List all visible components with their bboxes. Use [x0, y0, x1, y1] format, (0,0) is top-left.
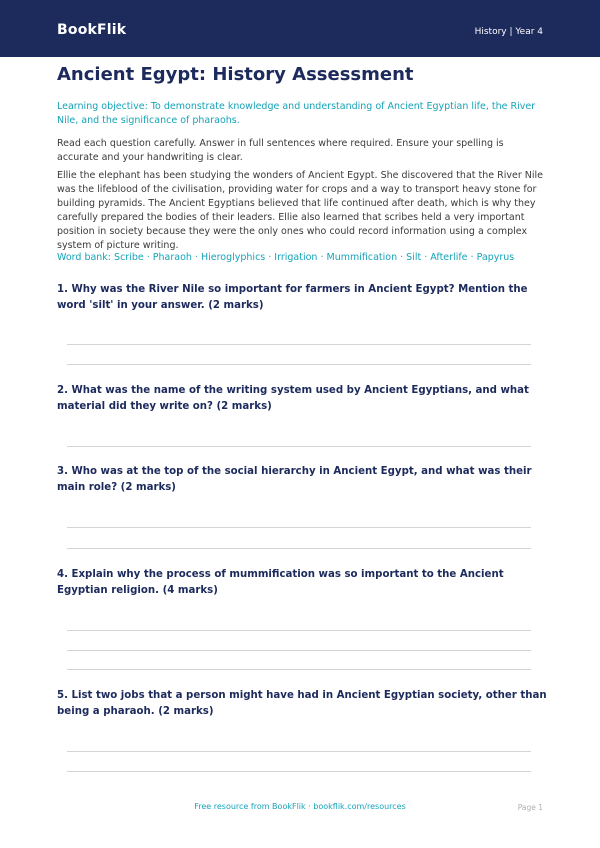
subject-year-label: History | Year 4	[474, 27, 543, 37]
answer-line[interactable]	[67, 548, 531, 549]
answer-line[interactable]	[67, 771, 531, 772]
question-4: 4. Explain why the process of mummification was so important to the Ancient Egyptian religion. (4 marks)	[57, 569, 504, 596]
question-3: 3. Who was at the top of the social hierarchy in Ancient Egypt, and what was their main role? (2 marks)	[57, 466, 532, 493]
question-5: 5. List two jobs that a person might have had in Ancient Egyptian society, other than being a pharaoh. (2 marks)	[57, 690, 547, 717]
answer-line[interactable]	[67, 527, 531, 528]
word-bank: Word bank: Scribe · Pharaoh · Hieroglyphics · Irrigation · Mummification · Silt · Afterlife · Papyrus	[57, 252, 515, 263]
instructions-text: Read each question carefully. Answer in full sentences where required. Ensure your spelling is accurate and your handwriting is clear.	[57, 138, 504, 163]
question-2: 2. What was the name of the writing system used by Ancient Egyptians, and what material did they write on? (2 marks)	[57, 385, 529, 412]
page-title: Ancient Egypt: History Assessment	[57, 64, 414, 85]
brand-logo: BookFlik	[57, 22, 127, 38]
answer-line[interactable]	[67, 364, 531, 365]
question-1: 1. Why was the River Nile so important for farmers in Ancient Egypt? Mention the word 'silt' in your answer. (2 marks)	[57, 284, 528, 311]
answer-line[interactable]	[67, 650, 531, 651]
answer-line[interactable]	[67, 446, 531, 447]
footer-link[interactable]: Free resource from BookFlik · bookflik.com/resources	[194, 802, 406, 811]
answer-line[interactable]	[67, 630, 531, 631]
learning-objective: Learning objective: To demonstrate knowledge and understanding of Ancient Egyptian life, the River Nile, and the significance of pharaohs.	[57, 101, 536, 126]
header-bar	[0, 0, 600, 57]
answer-line[interactable]	[67, 344, 531, 345]
page-number: Page 1	[517, 803, 543, 812]
answer-line[interactable]	[67, 669, 531, 670]
reading-passage: Ellie the elephant has been studying the wonders of Ancient Egypt. She discovered that the River Nile was the lifeblood of the civilisation, providing water for crops and a way to transport heavy stone for building pyramids. The Ancient Egyptians believed that life continued after death, which is why they carefully prepared the bodies of their leaders. Ellie also learned that scribes held a very important position in society because they were the only ones who could record information using a complex system of picture writing.	[57, 170, 543, 251]
answer-line[interactable]	[67, 751, 531, 752]
